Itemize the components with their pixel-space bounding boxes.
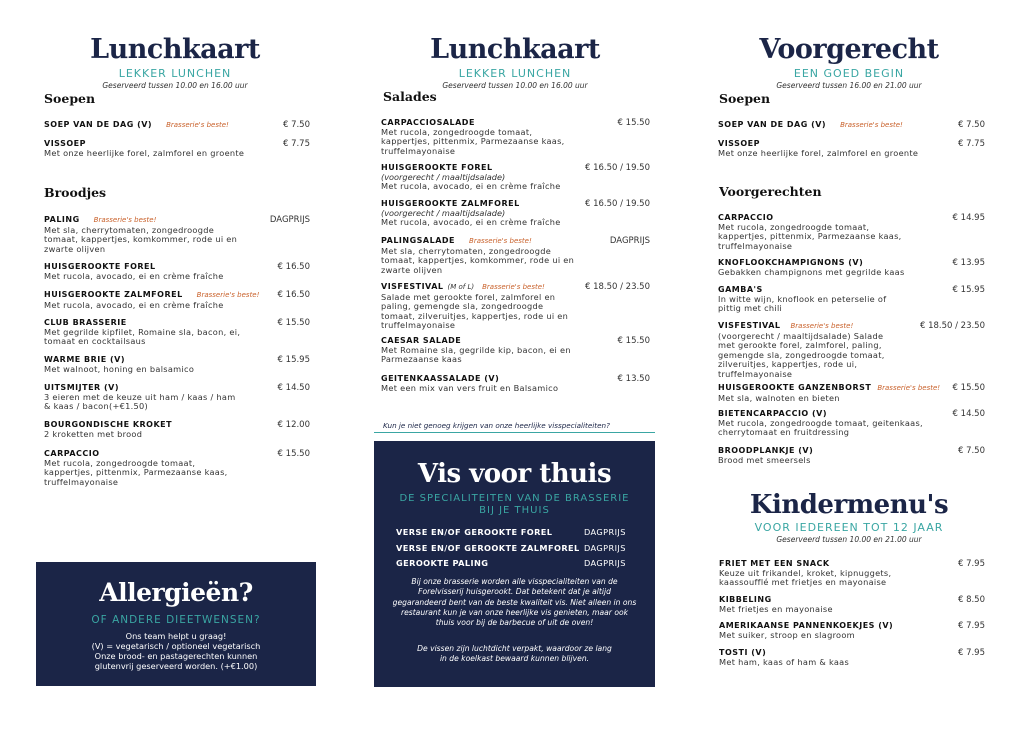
item-name: FRIET MET EEN SNACK xyxy=(719,559,830,568)
item-name: HUISGEROOKTE FOREL xyxy=(381,163,493,172)
item-badge: Brasserie's beste! xyxy=(877,384,941,392)
item-name: BROODPLANKJE (V) xyxy=(718,446,814,455)
item-name: CARPACCIO xyxy=(44,449,100,458)
item-description: Met rucola, avocado, ei en crème fraîche xyxy=(381,181,561,191)
vis-teaser-note: Kun je niet genoeg krijgen van onze heerlijke visspecialiteiten? xyxy=(383,421,610,430)
page-subtitle: LEKKER LUNCHEN xyxy=(118,67,232,80)
menu-item xyxy=(44,215,244,254)
vis-item-price: DAGPRIJS xyxy=(584,558,626,568)
item-price: € 7.50 xyxy=(282,120,310,130)
item-price: € 7.75 xyxy=(957,139,985,149)
item-name: GEITENKAASSALADE (V) xyxy=(381,374,500,383)
served-time: Geserveerd tussen 10.00 en 16.00 uur xyxy=(442,81,588,90)
item-price: € 15.95 xyxy=(952,285,985,295)
item-price: € 12.00 xyxy=(277,420,310,430)
item-price: € 16.50 / 19.50 xyxy=(584,163,650,173)
served-time: Geserveerd tussen 10.00 en 21.00 uur xyxy=(776,535,922,544)
item-badge: Brasserie's beste! xyxy=(840,121,903,129)
menu-item xyxy=(718,213,918,251)
menu-item xyxy=(44,420,264,439)
item-price: € 15.50 xyxy=(952,383,985,393)
item-description: Met frietjes en mayonaise xyxy=(719,603,833,614)
menu-item xyxy=(719,559,919,588)
item-badge: Brasserie's beste! xyxy=(166,121,229,129)
item-subtitle: (voorgerecht / maaltijdsalade) xyxy=(381,171,506,182)
item-badge: Brasserie's beste! xyxy=(790,322,854,330)
item-description: Met suiker, stroop en slagroom xyxy=(719,629,855,640)
section-heading-salades: Salades xyxy=(383,89,437,104)
vis-subtitle-2: BIJ JE THUIS xyxy=(479,505,550,516)
item-price: € 7.50 xyxy=(957,120,985,130)
item-name: VISFESTIVAL xyxy=(381,282,444,291)
menu-item xyxy=(718,409,923,438)
menu-item xyxy=(381,118,581,156)
served-time: Geserveerd tussen 10.00 en 16.00 uur xyxy=(102,81,248,90)
item-description: In witte wijn, knoflook en peterselie of pittig met chili xyxy=(718,293,887,313)
item-name: SOEP VAN DE DAG (V) xyxy=(718,120,827,129)
kindermenu-subtitle: VOOR IEDEREEN TOT 12 JAAR xyxy=(754,521,944,534)
item-description: Met rucola, avocado, ei en crème fraîche xyxy=(44,299,224,310)
allergy-line-2: (V) = vegetarisch / optioneel vegetarisch xyxy=(91,641,261,651)
menu-item xyxy=(381,236,581,275)
item-price: € 18.50 / 23.50 xyxy=(919,321,985,331)
item-description: Met ham, kaas of ham & kaas xyxy=(719,656,850,667)
item-price: € 7.95 xyxy=(957,621,985,631)
item-price: € 16.50 xyxy=(277,262,310,272)
section-heading-broodjes: Broodjes xyxy=(44,185,107,200)
divider xyxy=(374,432,655,433)
page-title: Lunchkaart xyxy=(430,34,600,65)
menu-item xyxy=(718,258,928,277)
item-price: € 15.50 xyxy=(617,336,650,346)
item-badge: Brasserie's beste! xyxy=(469,237,532,245)
allergy-text xyxy=(36,631,316,671)
item-description: 3 eieren met de keuze uit ham / kaas / ham & kaas / bacon(+€1.50) xyxy=(44,391,236,411)
allergy-subtitle: OF ANDERE DIEETWENSEN? xyxy=(91,614,261,626)
item-name: VISSOEP xyxy=(718,139,760,148)
item-description: Keuze uit frikandel, kroket, kipnuggets, kaassoufflé met frietjes en mayonaise xyxy=(719,567,892,587)
item-price: € 8.50 xyxy=(957,595,985,605)
item-name: BIETENCARPACCIO (V) xyxy=(718,409,828,418)
page-title: Voorgerecht xyxy=(759,34,939,65)
item-price: € 15.50 xyxy=(277,449,310,459)
item-name: CAESAR SALADE xyxy=(381,336,462,345)
menu-item xyxy=(381,374,581,393)
item-name: CARPACCIOSALADE xyxy=(381,118,475,127)
item-name: KIBBELING xyxy=(719,595,772,604)
item-name: UITSMIJTER (V) xyxy=(44,383,119,392)
menu-item xyxy=(718,321,903,379)
vis-item-name: VERSE EN/OF GEROOKTE FOREL xyxy=(396,527,553,537)
item-price: € 7.95 xyxy=(957,648,985,658)
menu-item xyxy=(718,139,948,158)
item-name: TOSTI (V) xyxy=(719,648,767,657)
allergy-line-4: glutenvrij geserveerd worden. (+€1.00) xyxy=(94,661,258,671)
item-description: Met rucola, zongedroogde tomaat, kappertjes, pittenmix, Parmezaanse kaas, truffelmayonaise xyxy=(381,126,565,156)
item-badge: Brasserie's beste! xyxy=(93,216,157,224)
item-name: SOEP VAN DE DAG (V) xyxy=(44,120,153,129)
menu-item xyxy=(381,199,581,228)
item-badge: Brasserie's beste! xyxy=(196,291,260,299)
item-description: Met sla, cherrytomaten, zongedroogde tomaat, kappertjes, komkommer, rode ui en zwarte olijven xyxy=(44,224,238,254)
item-name: HUISGEROOKTE ZALMFOREL xyxy=(381,199,520,208)
item-price: € 14.50 xyxy=(952,409,985,419)
item-price: € 7.75 xyxy=(282,139,310,149)
vis-voor-thuis-box xyxy=(374,441,655,687)
item-badge: Brasserie's beste! xyxy=(482,283,545,291)
item-name: CLUB BRASSERIE xyxy=(44,318,127,327)
item-description: Gebakken champignons met gegrilde kaas xyxy=(718,266,905,277)
item-price: € 15.50 xyxy=(617,118,650,128)
item-description: (voorgerecht / maaltijdsalade) Salade met gerookte forel, zalmforel, paling, gemengde sla, zongedroogde tomaat, zilveruitjes, kappertjes, rode ui, truffelmayonaise xyxy=(718,330,885,379)
item-price: DAGPRIJS xyxy=(609,236,650,246)
menu-item xyxy=(44,449,244,487)
section-heading-soepen: Soepen xyxy=(719,91,771,106)
item-name: AMERIKAANSE PANNENKOEKJES (V) xyxy=(719,621,894,630)
menu-item xyxy=(44,318,249,347)
allergy-title: Allergieën? xyxy=(99,578,253,607)
vis-item-name: GEROOKTE PALING xyxy=(396,558,489,568)
item-description: Met Romaine sla, gegrilde kip, bacon, ei en Parmezaanse kaas xyxy=(381,344,571,364)
item-description: Met een mix van vers fruit en Balsamico xyxy=(381,382,559,393)
menu-item xyxy=(44,383,239,412)
vis-text-1: Bij onze brasserie worden alle visspecialiteiten van de Forelvisserij huisgerookt. Dat betekent dat je altijd gegarandeerd bent van de beste kwaliteit vis. Niet alleen in ons restaurant kun je van onze heerlijke vis genieten, maar ook thuis voor bij de barbecue of uit de oven! xyxy=(392,577,637,628)
vis-item-name: VERSE EN/OF GEROOKTE ZALMFOREL xyxy=(396,543,580,553)
page-title: Lunchkaart xyxy=(90,34,260,65)
item-name: BOURGONDISCHE KROKET xyxy=(44,420,173,429)
item-price: € 16.50 / 19.50 xyxy=(584,199,650,209)
vis-item-price: DAGPRIJS xyxy=(584,543,626,553)
kindermenu-title: Kindermenu's xyxy=(749,490,949,520)
menu-item xyxy=(718,285,898,314)
allergy-line-1: Ons team helpt u graag! xyxy=(125,631,227,641)
item-name: VISSOEP xyxy=(44,139,86,148)
vis-item xyxy=(396,558,636,568)
item-price: € 18.50 / 23.50 xyxy=(584,282,650,292)
item-price: DAGPRIJS xyxy=(269,215,310,225)
item-price: € 13.50 xyxy=(617,374,650,384)
item-description: Met sla, cherrytomaten, zongedroogde tomaat, kappertjes, komkommer, rode ui en zwarte olijven xyxy=(381,245,575,275)
item-description: Met sla, walnoten en bieten xyxy=(718,392,840,403)
item-description: Met gegrilde kipfilet, Romaine sla, bacon, ei, tomaat en cocktailsaus xyxy=(44,326,241,346)
vis-title: Vis voor thuis xyxy=(417,459,612,489)
page-subtitle: EEN GOED BEGIN xyxy=(793,67,905,80)
item-name: HUISGEROOKTE ZALMFOREL xyxy=(44,290,183,299)
item-price: € 7.50 xyxy=(957,446,985,456)
item-description: Met rucola, zongedroogde tomaat, kappertjes, pittenmix, Parmezaanse kaas, truffelmayonaise xyxy=(718,221,902,251)
menu-item xyxy=(381,282,576,331)
section-heading-voorgerechten: Voorgerechten xyxy=(719,184,822,199)
item-name: CARPACCIO xyxy=(718,213,774,222)
item-name: VISFESTIVAL xyxy=(718,321,781,330)
item-price: € 14.50 xyxy=(277,383,310,393)
item-name: PALINGSALADE xyxy=(381,236,456,245)
item-price: € 7.95 xyxy=(957,559,985,569)
item-price: € 15.50 xyxy=(277,318,310,328)
allergy-box xyxy=(36,562,316,686)
item-description: Met walnoot, honing en balsamico xyxy=(44,363,195,374)
vis-text-2: De vissen zijn luchtdicht verpakt, waardoor ze lang in de koelkast bewaard kunnen blijven. xyxy=(417,644,612,664)
menu-item xyxy=(381,336,581,365)
item-description: Salade met gerookte forel, zalmforel en paling, gemengde sla, zongedroogde tomaat, zilveruitjes, kappertjes, rode ui en truffelmayonaise xyxy=(381,291,569,330)
item-name: WARME BRIE (V) xyxy=(44,355,126,364)
item-price: € 13.95 xyxy=(952,258,985,268)
item-description: Brood met smeersels xyxy=(718,454,811,465)
page-subtitle: LEKKER LUNCHEN xyxy=(458,67,572,80)
menu-item xyxy=(719,595,919,614)
item-description: Met rucola, zongedroogde tomaat, geitenkaas, cherrytomaat en fruitdressing xyxy=(718,417,923,437)
menu-item xyxy=(44,262,264,281)
item-price: € 16.50 xyxy=(277,290,310,300)
item-description: Met onze heerlijke forel, zalmforel en groente xyxy=(44,147,245,158)
served-time: Geserveerd tussen 16.00 en 21.00 uur xyxy=(776,81,922,90)
vis-item-price: DAGPRIJS xyxy=(584,527,626,537)
vis-item xyxy=(396,527,636,537)
item-size: (M of L) xyxy=(447,283,475,291)
item-name: HUISGEROOKTE FOREL xyxy=(44,262,156,271)
vis-subtitle-1: DE SPECIALITEITEN VAN DE BRASSERIE xyxy=(399,493,630,504)
item-description: Met rucola, avocado, ei en crème fraîche xyxy=(381,217,561,227)
item-name: KNOFLOOKCHAMPIGNONS (V) xyxy=(718,258,864,267)
item-subtitle: (voorgerecht / maaltijdsalade) xyxy=(381,207,506,218)
vis-item xyxy=(396,543,636,553)
item-name: GAMBA'S xyxy=(718,285,763,294)
menu-item xyxy=(719,648,919,667)
item-name: HUISGEROOKTE GANZENBORST xyxy=(718,383,872,392)
item-description: Met rucola, zongedroogde tomaat, kappertjes, pittenmix, Parmezaanse kaas, truffelmayonaise xyxy=(44,457,228,487)
item-price: € 14.95 xyxy=(952,213,985,223)
item-description: Met rucola, avocado, ei en crème fraîche xyxy=(44,270,224,281)
item-description: 2 kroketten met brood xyxy=(44,428,143,439)
section-heading-soepen: Soepen xyxy=(44,91,96,106)
allergy-line-3: Onze brood- en pastagerechten kunnen xyxy=(94,651,258,661)
item-price: € 15.95 xyxy=(277,355,310,365)
menu-item xyxy=(44,355,264,374)
menu-item xyxy=(719,621,919,640)
item-description: Met onze heerlijke forel, zalmforel en groente xyxy=(718,147,919,158)
menu-item xyxy=(381,163,581,192)
menu-item xyxy=(718,446,918,465)
item-name: PALING xyxy=(44,215,80,224)
